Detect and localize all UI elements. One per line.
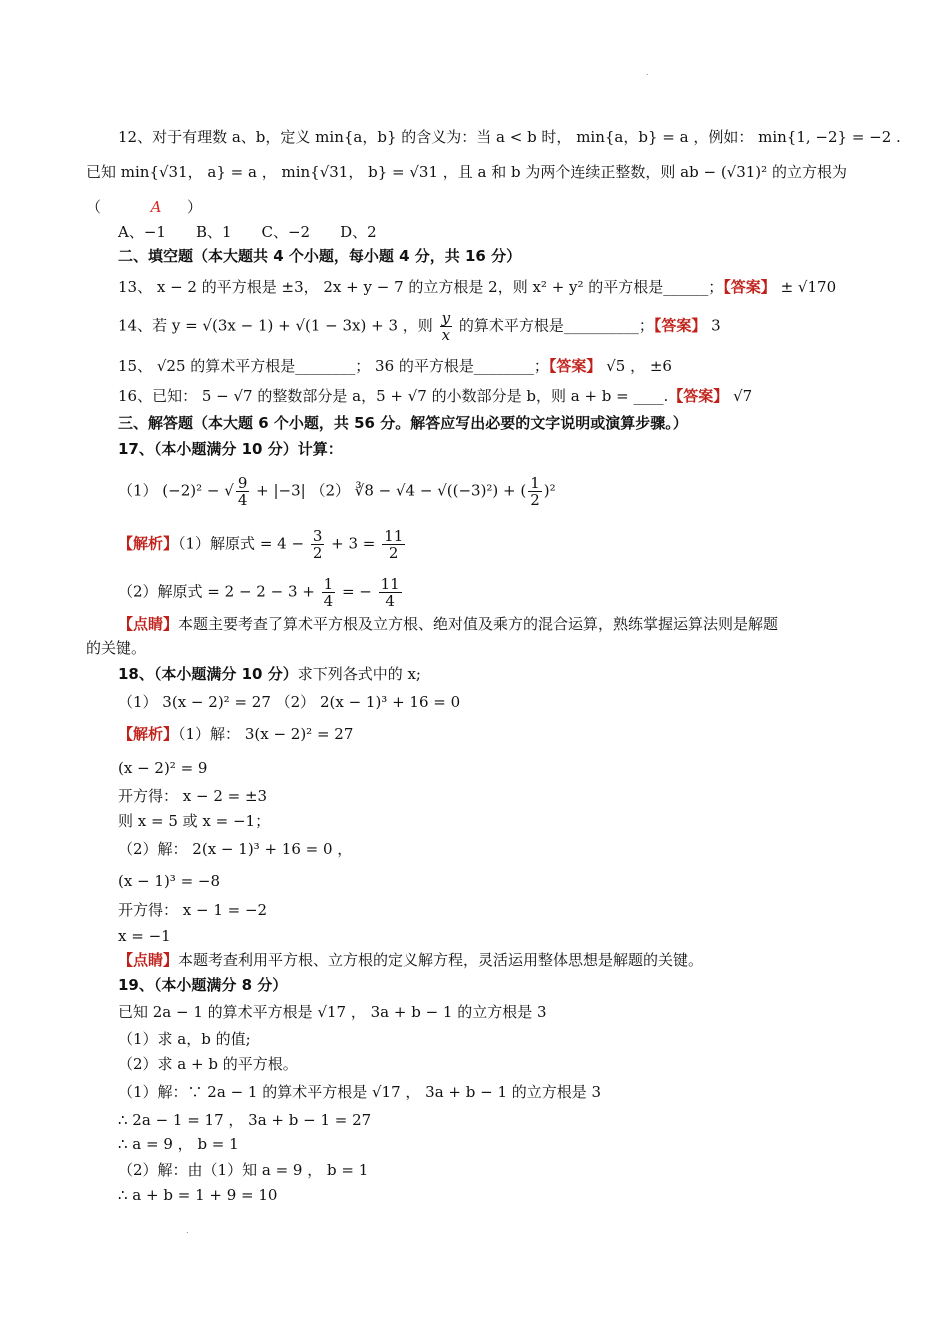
- q15-text: 15、 √25 的算术平方根是________； 36 的平方根是________；: [118, 357, 549, 375]
- q17-s1-d2: 2: [388, 544, 399, 562]
- q18-l2: (x − 2)² = 9: [118, 759, 208, 777]
- q12-line1: 12、对于有理数 a、b，定义 min{a，b} 的含义为：当 a < b 时， min{a，b} = a ，例如： min{1, −2} = −2 .: [118, 128, 901, 146]
- q17-s1-pre: （1）解原式 = 4 −: [178, 534, 305, 553]
- q17-s2-mid: = −: [341, 582, 372, 601]
- q17-heading: 17、（本小题满分 10 分）计算：: [118, 440, 343, 458]
- q15-answer-tag: 【答案】: [548, 357, 602, 375]
- q15-answer: √5 ， ±6: [606, 357, 672, 375]
- q12-line2: 已知 min{√31， a} = a ， min{√31， b} = √31 ，且 a 和 b 为两个连续正整数，则 ab − (√31)² 的立方根为: [86, 163, 847, 181]
- q18-l6: (x − 1)³ = −8: [118, 872, 221, 890]
- q17-p1-post: + |−3|: [251, 481, 306, 500]
- q13: [118, 277, 836, 297]
- q13-answer-tag: 【答案】: [723, 278, 776, 296]
- q18-l4: 则 x = 5 或 x = −1；: [118, 812, 271, 830]
- q18-l8: x = −1: [118, 927, 171, 945]
- q17-p2-den: 2: [530, 491, 540, 509]
- q17-p1-fraction: [236, 475, 250, 508]
- q17-s2-frac2: [379, 576, 402, 609]
- q14-frac-den: x: [441, 326, 451, 344]
- q17-s2-pre: （2）解原式 = 2 − 2 − 3 +: [118, 582, 315, 601]
- q14-post: 的算术平方根是__________；: [458, 316, 654, 335]
- q17-p1-num: 9: [237, 474, 248, 492]
- q17-p1-den: 4: [237, 491, 248, 509]
- q19-l5: ∴ 2a − 1 = 17 ， 3a + b − 1 = 27: [118, 1111, 372, 1129]
- q15: [118, 356, 672, 376]
- q14-frac-num: y: [441, 309, 451, 327]
- q18-dianjing-tag: 【点睛】: [118, 951, 179, 969]
- q17-p2-pre: （2） ∛8 − √4 − √((−3)²) + (: [310, 481, 527, 500]
- q17-s2-d1: 4: [323, 592, 334, 610]
- q18-solution-1: [118, 724, 353, 744]
- q12-options: A、−1 B、1 C、−2 D、2: [118, 223, 377, 241]
- q18-heading: 18、（本小题满分 10 分）: [118, 665, 298, 683]
- q17-s1-n2: 11: [384, 527, 404, 545]
- q17-s1-mid: + 3 =: [331, 534, 376, 553]
- q17-jiexi-tag: 【解析】: [118, 534, 179, 553]
- q18-parts: （1） 3(x − 2)² = 27 （2） 2(x − 1)³ + 16 = 0: [118, 693, 461, 711]
- q19-heading: 19、（本小题满分 8 分）: [118, 976, 288, 994]
- section2-heading: 二、填空题（本大题共 4 个小题，每小题 4 分，共 16 分）: [118, 247, 522, 265]
- q19-l6: ∴ a = 9 ， b = 1: [118, 1135, 239, 1153]
- q18-dianjing-text: 本题考查利用平方根、立方根的定义解方程，灵活运用整体思想是解题的关键。: [178, 951, 704, 969]
- q12-paren-open: （: [86, 198, 102, 216]
- q17-p1-pre: （1） (−2)² − √: [118, 481, 234, 500]
- q16-text: 16、已知： 5 − √7 的整数部分是 a，5 + √7 的小数部分是 b，则 a + b = ____.: [118, 387, 669, 405]
- q14: [118, 310, 721, 343]
- section3-heading: 三、解答题（本大题 6 个小题，共 56 分。解答应写出必要的文字说明或演算步骤。）: [118, 414, 688, 432]
- q12-answer-line: [86, 197, 202, 217]
- q17-s2-frac1: [322, 576, 336, 609]
- q12-paren-close: ）: [186, 198, 202, 216]
- q17-s1-frac1: [311, 528, 325, 561]
- q17-s1-n1: 3: [312, 527, 323, 545]
- q18-l1: （1）解： 3(x − 2)² = 27: [178, 725, 354, 743]
- q14-answer: 3: [711, 316, 721, 335]
- speck-mark-bottom: .: [186, 1226, 189, 1235]
- q17-s2-n1: 1: [323, 575, 334, 593]
- q17-solution-2: [118, 576, 404, 609]
- q16-answer-tag: 【答案】: [668, 387, 729, 405]
- q14-answer-tag: 【答案】: [653, 316, 707, 335]
- q16: [118, 386, 752, 406]
- q18-heading-rest: 求下列各式中的 x;: [297, 665, 421, 683]
- q17-p2-num: 1: [530, 474, 540, 492]
- q12-answer: A: [150, 198, 162, 216]
- q14-fraction: [440, 310, 452, 343]
- q19-l8: ∴ a + b = 1 + 9 = 10: [118, 1186, 278, 1204]
- q18-dianjing: [118, 950, 703, 970]
- q18-l7: 开方得： x − 1 = −2: [118, 901, 268, 919]
- q19-l2: （1）求 a，b 的值;: [118, 1030, 251, 1048]
- q18-l5: （2）解： 2(x − 1)³ + 16 = 0 ，: [118, 840, 353, 858]
- q17-dianjing-text: 本题主要考查了算术平方根及立方根、绝对值及乘方的混合运算，熟练掌握运算法则是解题: [178, 615, 779, 633]
- q18-jiexi-tag: 【解析】: [118, 725, 179, 743]
- q13-answer: ± √170: [780, 278, 837, 296]
- q18-heading-line: [118, 664, 421, 684]
- q19-l7: （2）解：由（1）知 a = 9 ， b = 1: [118, 1161, 369, 1179]
- q13-text: 13、 x − 2 的平方根是 ±3， 2x + y − 7 的立方根是 2，则 x² + y² 的平方根是______；: [118, 278, 724, 296]
- q17-problems: [118, 475, 556, 508]
- q19-l1: 已知 2a − 1 的算术平方根是 √17 ， 3a + b − 1 的立方根是 3: [118, 1003, 547, 1021]
- q17-s1-frac2: [382, 528, 405, 561]
- q17-s1-d1: 2: [312, 544, 323, 562]
- q17-dianjing-line1: [118, 614, 778, 634]
- speck-mark: .: [646, 68, 649, 77]
- q16-answer: √7: [733, 387, 753, 405]
- q17-dianjing-line2: 的关键。: [86, 639, 147, 657]
- q17-s2-d2: 4: [385, 592, 395, 610]
- q17-s2-n2: 11: [380, 575, 400, 593]
- q19-l4: （1）解：∵ 2a − 1 的算术平方根是 √17 ， 3a + b − 1 的立方根是 3: [118, 1083, 602, 1101]
- q18-l3: 开方得： x − 2 = ±3: [118, 787, 268, 805]
- q19-l3: （2）求 a + b 的平方根。: [118, 1055, 298, 1073]
- q17-solution-1: [118, 528, 407, 561]
- q17-p2-post: )²: [543, 481, 556, 500]
- q14-pre: 14、若 y = √(3x − 1) + √(1 − 3x) + 3 ，则: [118, 316, 433, 335]
- q17-p2-fraction: [528, 475, 542, 508]
- q17-dianjing-tag: 【点睛】: [118, 615, 179, 633]
